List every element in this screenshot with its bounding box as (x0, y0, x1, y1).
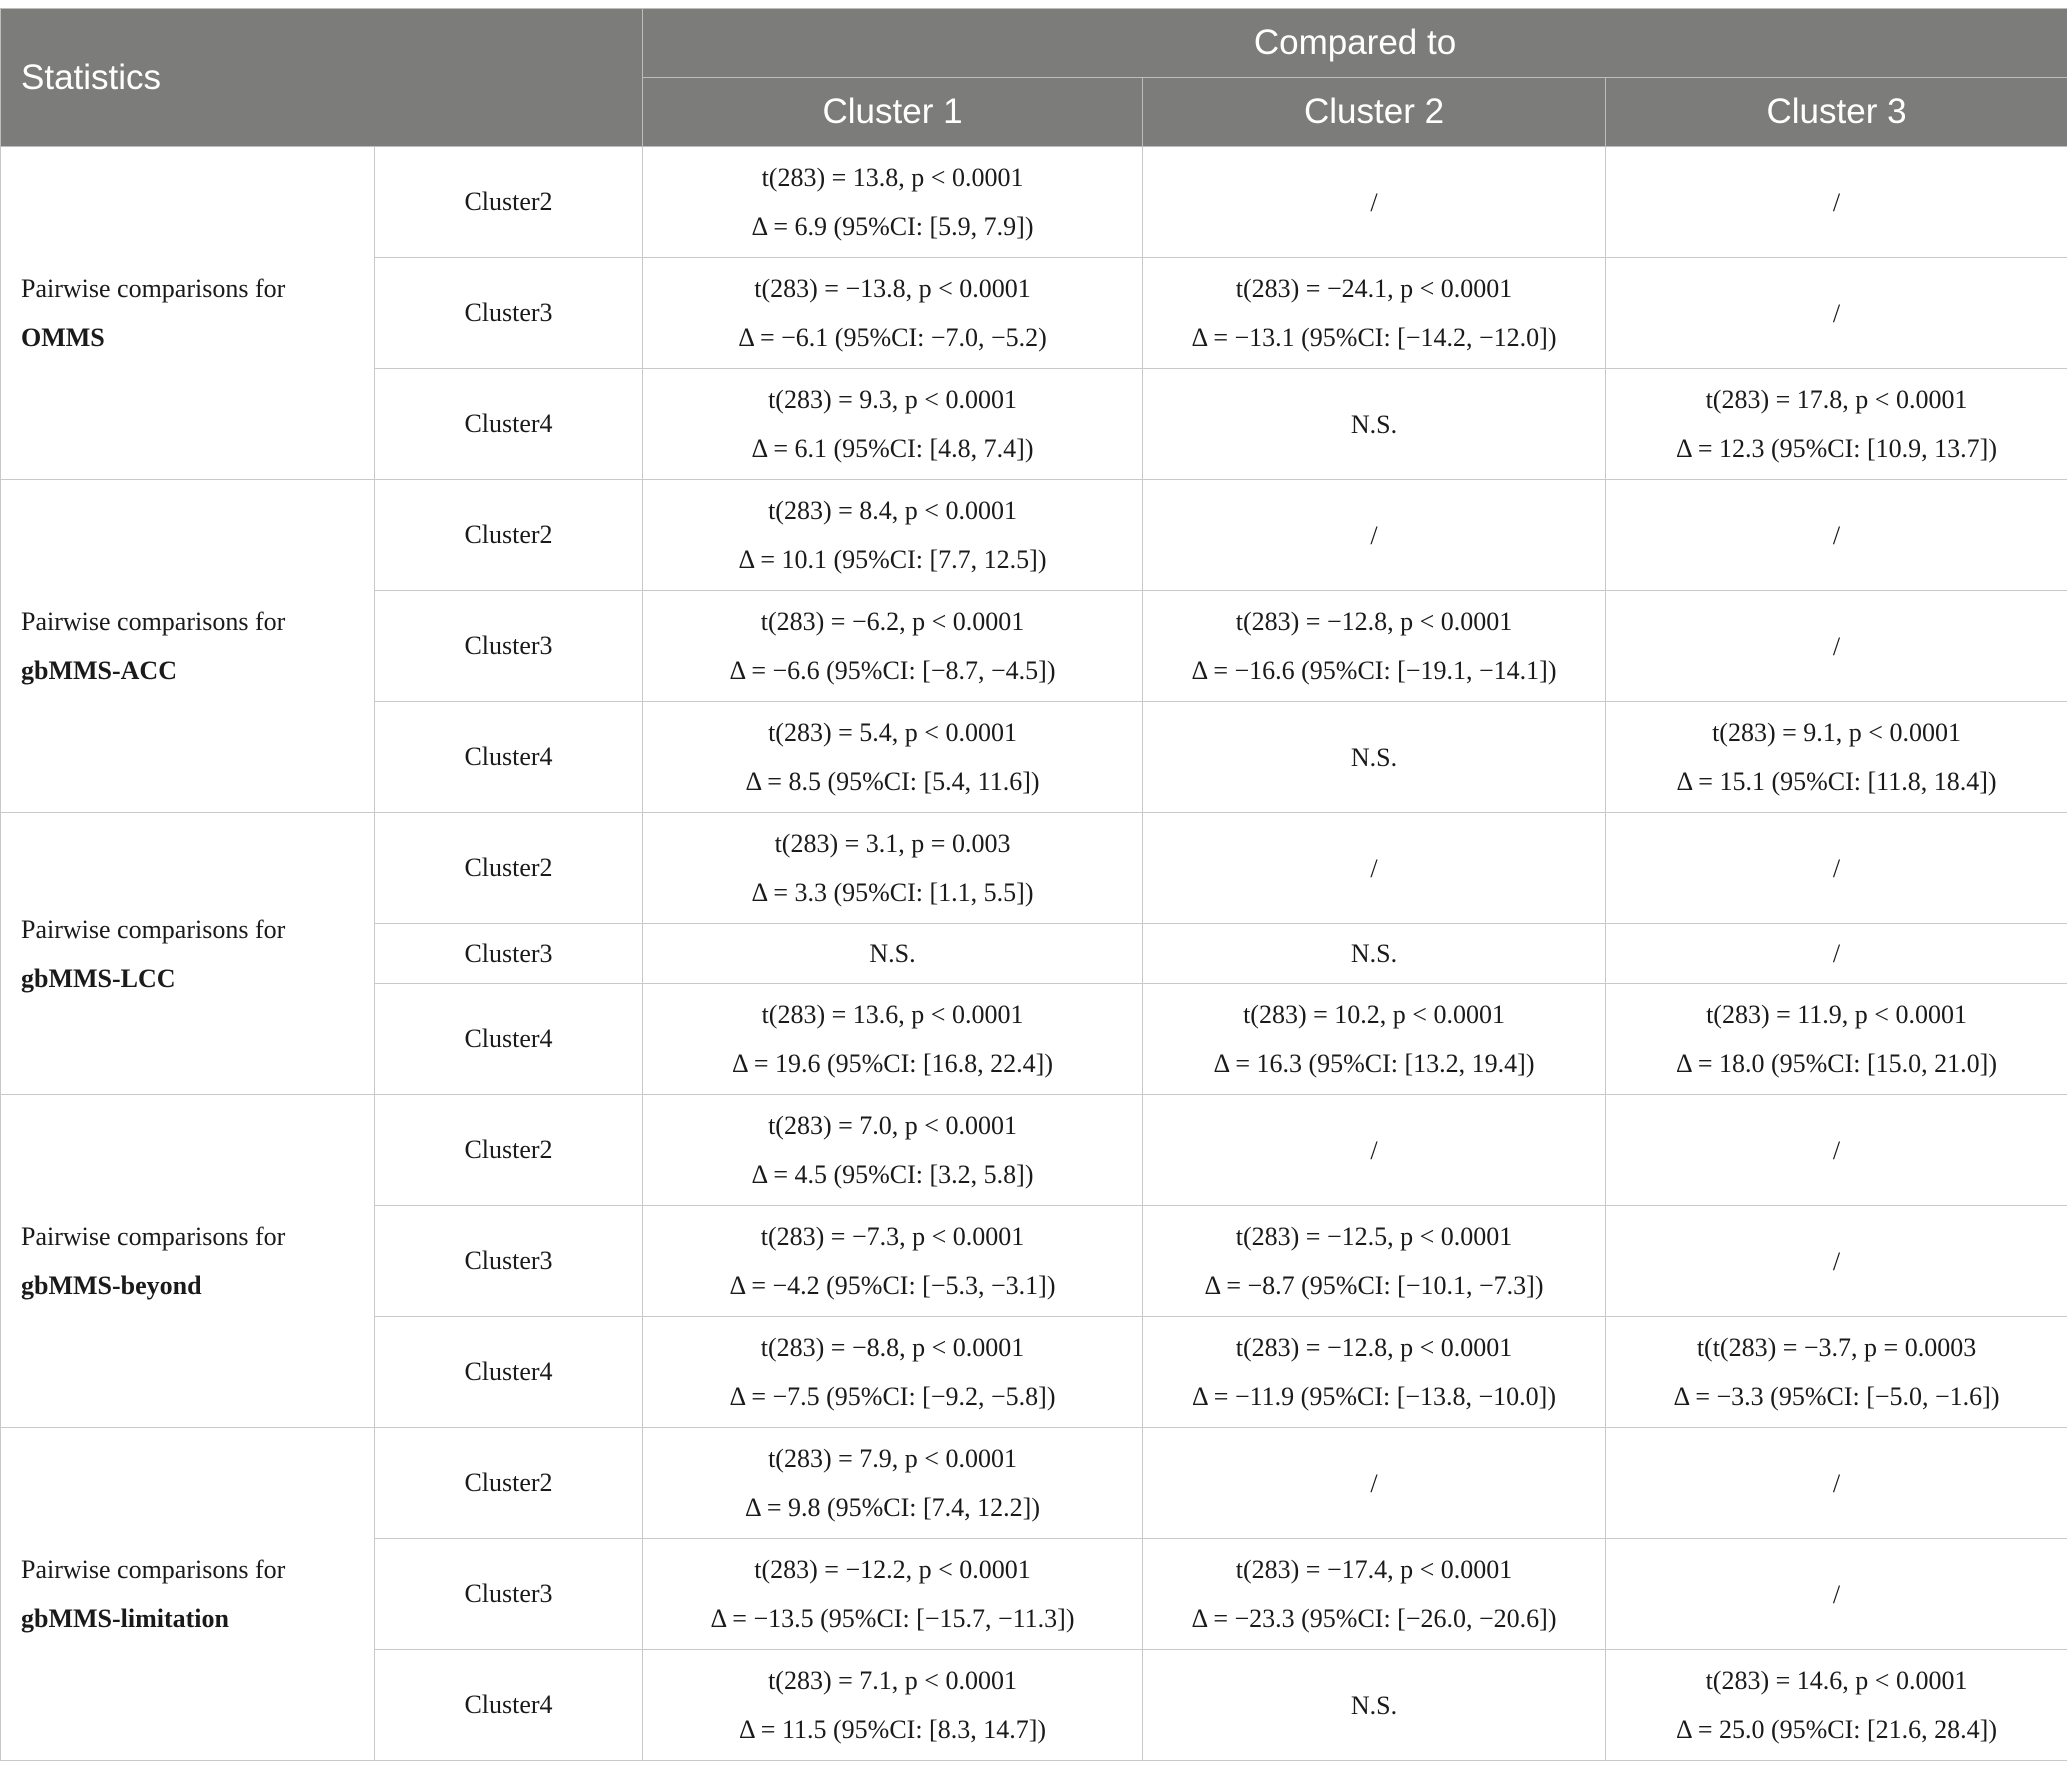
comparison-cell (643, 1650, 1143, 1761)
group-prefix: Pairwise comparisons for (21, 914, 286, 944)
comparison-cell (1143, 369, 1606, 480)
cell-line-effect: Δ = 19.6 (95%CI: [16.8, 22.4]) (732, 1049, 1053, 1078)
row-label: Cluster4 (375, 984, 643, 1095)
group-label (1, 480, 375, 813)
cell-line-effect: Δ = −3.3 (95%CI: [−5.0, −1.6]) (1673, 1382, 2000, 1411)
cell-line-primary: t(t(283) = −3.7, p = 0.0003 (1696, 1333, 1977, 1362)
cell-line-primary: t(283) = −6.2, p < 0.0001 (760, 607, 1025, 636)
comparison-cell (1606, 702, 2067, 813)
comparison-cell (1606, 1095, 2067, 1206)
cell-line-primary: t(283) = −12.8, p < 0.0001 (1235, 1333, 1513, 1362)
table-header (1, 9, 2067, 147)
group-label (1, 1095, 375, 1428)
comparison-cell (643, 984, 1143, 1095)
comparison-cell (643, 480, 1143, 591)
comparison-cell (643, 591, 1143, 702)
cell-line-primary: t(283) = 11.9, p < 0.0001 (1706, 1000, 1967, 1029)
comparison-cell (1143, 1539, 1606, 1650)
group-label (1, 1428, 375, 1761)
comparison-cell (1143, 1650, 1606, 1761)
cell-line-primary: t(283) = 3.1, p = 0.003 (774, 829, 1011, 858)
comparison-cell (643, 258, 1143, 369)
comparison-cell (643, 1317, 1143, 1428)
cell-line-effect: Δ = −6.1 (95%CI: −7.0, −5.2) (738, 323, 1047, 352)
cell-line-effect: Δ = −13.5 (95%CI: [−15.7, −11.3]) (710, 1604, 1075, 1633)
table-row (1, 1095, 2067, 1206)
group-label (1, 813, 375, 1095)
cell-line-effect: Δ = −7.5 (95%CI: [−9.2, −5.8]) (729, 1382, 1056, 1411)
statistics-header: Statistics (1, 9, 643, 147)
cell-line-primary: t(283) = 7.1, p < 0.0001 (768, 1666, 1017, 1695)
group-metric: gbMMS-beyond (21, 1271, 202, 1300)
row-label: Cluster2 (375, 813, 643, 924)
cell-line-primary: / (1832, 520, 1841, 550)
comparison-cell (643, 147, 1143, 258)
cell-line-primary: t(283) = 8.4, p < 0.0001 (768, 496, 1017, 525)
cell-line-primary: t(283) = −12.5, p < 0.0001 (1235, 1222, 1513, 1251)
comparison-cell (1143, 591, 1606, 702)
row-label: Cluster4 (375, 702, 643, 813)
cell-line-primary: / (1832, 1135, 1841, 1165)
cell-line-effect: Δ = 6.1 (95%CI: [4.8, 7.4]) (751, 434, 1034, 463)
cell-line-primary: t(283) = −12.2, p < 0.0001 (754, 1555, 1031, 1584)
comparison-cell (643, 813, 1143, 924)
row-label: Cluster3 (375, 924, 643, 984)
column-header-cluster-2: Cluster 2 (1143, 78, 1606, 147)
cell-line-primary: t(283) = 17.8, p < 0.0001 (1705, 385, 1968, 414)
comparison-cell (1143, 702, 1606, 813)
cell-line-primary: t(283) = 14.6, p < 0.0001 (1705, 1666, 1968, 1695)
row-label: Cluster3 (375, 1206, 643, 1317)
cell-line-primary: t(283) = −13.8, p < 0.0001 (754, 274, 1031, 303)
cell-line-effect: Δ = 8.5 (95%CI: [5.4, 11.6]) (745, 767, 1040, 796)
table-row (1, 147, 2067, 258)
comparison-cell (1606, 258, 2067, 369)
compared-to-header: Compared to (643, 9, 2067, 78)
cell-line-primary: t(283) = −24.1, p < 0.0001 (1235, 274, 1513, 303)
comparison-cell (1143, 984, 1606, 1095)
cell-line-effect: Δ = −11.9 (95%CI: [−13.8, −10.0]) (1192, 1382, 1557, 1411)
cell-line-primary: / (1370, 520, 1378, 550)
comparison-cell (1143, 1317, 1606, 1428)
row-label: Cluster2 (375, 480, 643, 591)
cell-line-primary: t(283) = 10.2, p < 0.0001 (1243, 1000, 1505, 1029)
table-row (1, 480, 2067, 591)
cell-line-primary: / (1832, 1579, 1841, 1609)
cell-line-primary: / (1832, 853, 1841, 883)
comparison-cell (1606, 924, 2067, 984)
cell-line-primary: / (1832, 1468, 1841, 1498)
table-row (1, 1428, 2067, 1539)
comparison-cell (1143, 813, 1606, 924)
cell-line-effect: Δ = 4.5 (95%CI: [3.2, 5.8]) (751, 1160, 1034, 1189)
row-label: Cluster2 (375, 147, 643, 258)
cell-line-primary: N.S. (1350, 1690, 1398, 1720)
row-label: Cluster3 (375, 258, 643, 369)
row-label: Cluster4 (375, 1317, 643, 1428)
comparison-cell (1606, 1428, 2067, 1539)
cell-line-effect: Δ = −13.1 (95%CI: [−14.2, −12.0]) (1191, 323, 1557, 352)
comparison-cell (1606, 480, 2067, 591)
cell-line-primary: t(283) = 9.1, p < 0.0001 (1712, 718, 1961, 747)
cell-line-effect: Δ = 10.1 (95%CI: [7.7, 12.5]) (738, 545, 1047, 574)
cell-line-primary: t(283) = −12.8, p < 0.0001 (1235, 607, 1513, 636)
comparison-cell (643, 1539, 1143, 1650)
comparison-cell (1606, 1206, 2067, 1317)
cell-line-effect: Δ = −8.7 (95%CI: [−10.1, −7.3]) (1204, 1271, 1544, 1300)
column-header-cluster-1: Cluster 1 (643, 78, 1143, 147)
cell-line-primary: / (1370, 1468, 1378, 1498)
comparison-cell (1143, 258, 1606, 369)
row-label: Cluster3 (375, 591, 643, 702)
comparison-cell (1143, 924, 1606, 984)
comparison-cell (1606, 147, 2067, 258)
cell-line-primary: t(283) = 9.3, p < 0.0001 (768, 385, 1017, 414)
comparison-cell (643, 1206, 1143, 1317)
comparison-cell (643, 924, 1143, 984)
cell-line-effect: Δ = 11.5 (95%CI: [8.3, 14.7]) (739, 1715, 1047, 1744)
group-metric: gbMMS-ACC (21, 656, 177, 685)
cell-line-effect: Δ = 12.3 (95%CI: [10.9, 13.7]) (1676, 434, 1997, 463)
cell-line-primary: t(283) = 7.9, p < 0.0001 (768, 1444, 1017, 1473)
row-label: Cluster3 (375, 1539, 643, 1650)
cell-line-effect: Δ = 6.9 (95%CI: [5.9, 7.9]) (751, 212, 1034, 241)
comparison-cell (1606, 1650, 2067, 1761)
cell-line-primary: N.S. (1350, 409, 1398, 439)
group-prefix: Pairwise comparisons for (21, 1222, 286, 1251)
group-metric: gbMMS-LCC (21, 963, 176, 993)
cell-line-effect: Δ = −4.2 (95%CI: [−5.3, −3.1]) (729, 1271, 1056, 1300)
cell-line-primary: / (1370, 1135, 1378, 1165)
group-prefix: Pairwise comparisons for (21, 274, 286, 303)
comparison-cell (1606, 1317, 2067, 1428)
comparison-cell (1606, 813, 2067, 924)
cell-line-primary: / (1370, 853, 1378, 883)
comparison-cell (1143, 480, 1606, 591)
cell-line-effect: Δ = −23.3 (95%CI: [−26.0, −20.6]) (1191, 1604, 1557, 1633)
column-header-cluster-3: Cluster 3 (1606, 78, 2067, 147)
comparison-cell (643, 702, 1143, 813)
pairwise-comparison-table (0, 8, 2067, 1761)
cell-line-primary: / (1832, 298, 1841, 328)
cell-line-effect: Δ = 15.1 (95%CI: [11.8, 18.4]) (1676, 767, 1997, 796)
cell-line-primary: t(283) = 13.8, p < 0.0001 (761, 163, 1024, 192)
cell-line-primary: / (1832, 187, 1841, 217)
group-metric: gbMMS-limitation (21, 1604, 229, 1633)
comparison-cell (1606, 1539, 2067, 1650)
cell-line-effect: Δ = 9.8 (95%CI: [7.4, 12.2]) (745, 1493, 1040, 1522)
cell-line-primary: N.S. (869, 939, 916, 968)
comparison-cell (1606, 591, 2067, 702)
cell-line-primary: t(283) = 7.0, p < 0.0001 (768, 1111, 1017, 1140)
cell-line-primary: / (1832, 939, 1841, 968)
row-label: Cluster4 (375, 1650, 643, 1761)
comparison-cell (1143, 1428, 1606, 1539)
cell-line-effect: Δ = 25.0 (95%CI: [21.6, 28.4]) (1676, 1715, 1997, 1744)
comparison-cell (1143, 1206, 1606, 1317)
comparison-cell (1606, 369, 2067, 480)
cell-line-effect: Δ = 18.0 (95%CI: [15.0, 21.0]) (1676, 1049, 1997, 1078)
cell-line-primary: / (1832, 631, 1841, 661)
comparison-cell (1143, 1095, 1606, 1206)
cell-line-primary: t(283) = 5.4, p < 0.0001 (768, 718, 1017, 747)
comparison-cell (643, 1095, 1143, 1206)
group-prefix: Pairwise comparisons for (21, 607, 286, 636)
cell-line-primary: / (1832, 1246, 1841, 1276)
row-label: Cluster2 (375, 1095, 643, 1206)
group-label (1, 147, 375, 480)
comparison-cell (1143, 147, 1606, 258)
cell-line-effect: Δ = −6.6 (95%CI: [−8.7, −4.5]) (729, 656, 1056, 685)
group-prefix: Pairwise comparisons for (21, 1555, 286, 1584)
cell-line-effect: Δ = 3.3 (95%CI: [1.1, 5.5]) (751, 878, 1034, 907)
cell-line-effect: Δ = −16.6 (95%CI: [−19.1, −14.1]) (1191, 656, 1557, 685)
comparison-cell (1606, 984, 2067, 1095)
cell-line-effect: Δ = 16.3 (95%CI: [13.2, 19.4]) (1213, 1049, 1535, 1078)
cell-line-primary: N.S. (1350, 742, 1398, 772)
cell-line-primary: t(283) = −7.3, p < 0.0001 (760, 1222, 1025, 1251)
table-body (1, 147, 2067, 1761)
row-label: Cluster4 (375, 369, 643, 480)
cell-line-primary: N.S. (1350, 939, 1398, 968)
comparison-cell (643, 1428, 1143, 1539)
group-metric: OMMS (21, 323, 105, 352)
cell-line-primary: t(283) = 13.6, p < 0.0001 (761, 1000, 1024, 1029)
comparison-cell (643, 369, 1143, 480)
row-label: Cluster2 (375, 1428, 643, 1539)
cell-line-primary: t(283) = −17.4, p < 0.0001 (1235, 1555, 1513, 1584)
cell-line-primary: / (1370, 187, 1378, 217)
cell-line-primary: t(283) = −8.8, p < 0.0001 (760, 1333, 1025, 1362)
table-row (1, 813, 2067, 924)
